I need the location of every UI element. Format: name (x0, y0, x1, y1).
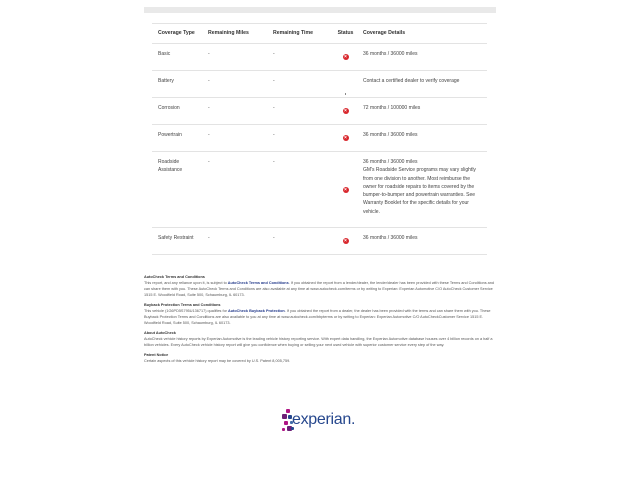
table-row (152, 152, 487, 228)
terms-text-part: . If you obtained the report from a lender/dealer, the lender/dealer has been provided with these Terms and Conditions and can share them with you. These AutoCheck Terms and Conditions are also available at any time at www.autocheck.com/terms or by writing to Experian: Experian Automotive C/O AutoCheck Customer Service 1515 E. Woodfield Road, Suite 500, Schaumburg, IL 60173. (144, 281, 495, 297)
autocheck-terms-link[interactable]: AutoCheck Terms and Conditions (227, 281, 289, 285)
autocheck-terms-block (144, 274, 494, 298)
coverage-details: 36 months / 36000 miles (363, 132, 418, 138)
column-header-remaining-miles: Remaining Miles (208, 30, 249, 37)
patent-block (144, 352, 494, 364)
column-header-coverage-details: Coverage Details (363, 30, 406, 37)
buyback-terms-heading: Buyback Protection Terms and Conditions (144, 303, 221, 307)
autocheck-terms-text (144, 280, 494, 298)
remaining-time: - (273, 132, 275, 138)
remaining-time: - (273, 159, 275, 165)
expired-x-icon: × (344, 54, 347, 60)
expired-x-icon: × (344, 238, 347, 244)
terms-text-part: . If you obtained the report from a dealer, the dealer has been provided with the terms and can share them with you. These Buyback Protection Terms and Conditions are also available to you at any time at www.autocheck.com/bbpterms or by writing to Experian: Experian Automotive C/O AutoCheckCustomer Service 1515 E. Woodfield Road, Suite 500, Schaumburg, IL 60173. (144, 309, 491, 325)
table-row (152, 44, 487, 71)
table-row (152, 125, 487, 152)
coverage-details: Contact a certified dealer to verify coverage (363, 78, 460, 84)
coverage-type: Powertrain (158, 132, 182, 138)
status-cell (332, 71, 359, 97)
remaining-miles: - (208, 159, 210, 165)
coverage-type: Basic (158, 51, 171, 57)
remaining-miles: - (208, 132, 210, 138)
logo-dot (284, 421, 288, 425)
section-header-bar (144, 7, 496, 13)
coverage-table (152, 23, 487, 255)
table-row (152, 98, 487, 125)
coverage-details: 72 months / 100000 miles (363, 105, 421, 111)
coverage-details: 36 months / 36000 miles (363, 235, 418, 241)
coverage-type: Battery (158, 78, 174, 84)
expired-x-icon: × (344, 108, 347, 114)
logo-dot (286, 409, 290, 413)
terms-text-part: This vehicle (1G6PD5S795U136717) qualifies for (144, 309, 228, 313)
status-cell (332, 152, 359, 227)
remaining-miles: - (208, 105, 210, 111)
status-cell (332, 125, 359, 151)
remaining-time: - (273, 78, 275, 84)
autocheck-terms-heading: AutoCheck Terms and Conditions (144, 275, 205, 279)
coverage-details: 36 months / 36000 miles GM's Roadside Service programs may vary slightly from one division to another. Most reimburse the owner for roadside repairs to items covered by the bumper-to-bumper and powertrain warranties. See Warranty Booklet for the specific details for your vehicle. (363, 159, 476, 215)
logo-dot (282, 414, 287, 419)
column-header-coverage-type: Coverage Type (158, 30, 195, 37)
coverage-type: Roadside Assistance (158, 159, 183, 174)
remaining-miles: - (208, 235, 210, 241)
logo-dot (282, 428, 285, 431)
terms-section (144, 274, 494, 368)
table-row (152, 228, 487, 255)
patent-text: Certain aspects of this vehicle history report may be covered by U.S. Patent 8,005,759. (144, 359, 291, 363)
remaining-miles: - (208, 78, 210, 84)
remaining-time: - (273, 51, 275, 57)
status-cell (332, 98, 359, 124)
buyback-terms-block (144, 302, 494, 326)
remaining-time: - (273, 235, 275, 241)
expired-x-icon: × (344, 186, 347, 193)
buyback-protection-link[interactable]: AutoCheck Buyback Protection (228, 309, 285, 313)
coverage-details: 36 months / 36000 miles (363, 51, 418, 57)
about-heading: About AutoCheck (144, 331, 176, 335)
remaining-miles: - (208, 51, 210, 57)
remaining-time: - (273, 105, 275, 111)
coverage-type: Corrosion (158, 105, 180, 111)
unknown-status-icon (345, 93, 346, 95)
about-block (144, 330, 494, 348)
status-cell (332, 44, 359, 70)
table-header-row (152, 24, 487, 44)
experian-logo (282, 406, 362, 434)
buyback-terms-text (144, 308, 494, 326)
logo-wordmark: experian. (292, 411, 356, 428)
expired-x-icon: × (344, 135, 347, 141)
table-row (152, 71, 487, 98)
coverage-type: Safety Restraint (158, 235, 194, 241)
about-text: AutoCheck vehicle history reports by Experian Automotive is the leading vehicle history reporting service. With expert data handling, the Experian Automotive database houses over 4 billion records on a half a billion vehicles. Every AutoCheck vehicle history report will give you confidence when buying or selling your next used vehicle with superior customer service every step of the way. (144, 337, 493, 347)
patent-heading: Patent Notice (144, 353, 169, 357)
status-cell (332, 228, 359, 254)
column-header-remaining-time: Remaining Time (273, 30, 313, 37)
column-header-status: Status (337, 30, 354, 37)
terms-text-part: This report, and any reliance upon it, is subject to (144, 281, 228, 285)
